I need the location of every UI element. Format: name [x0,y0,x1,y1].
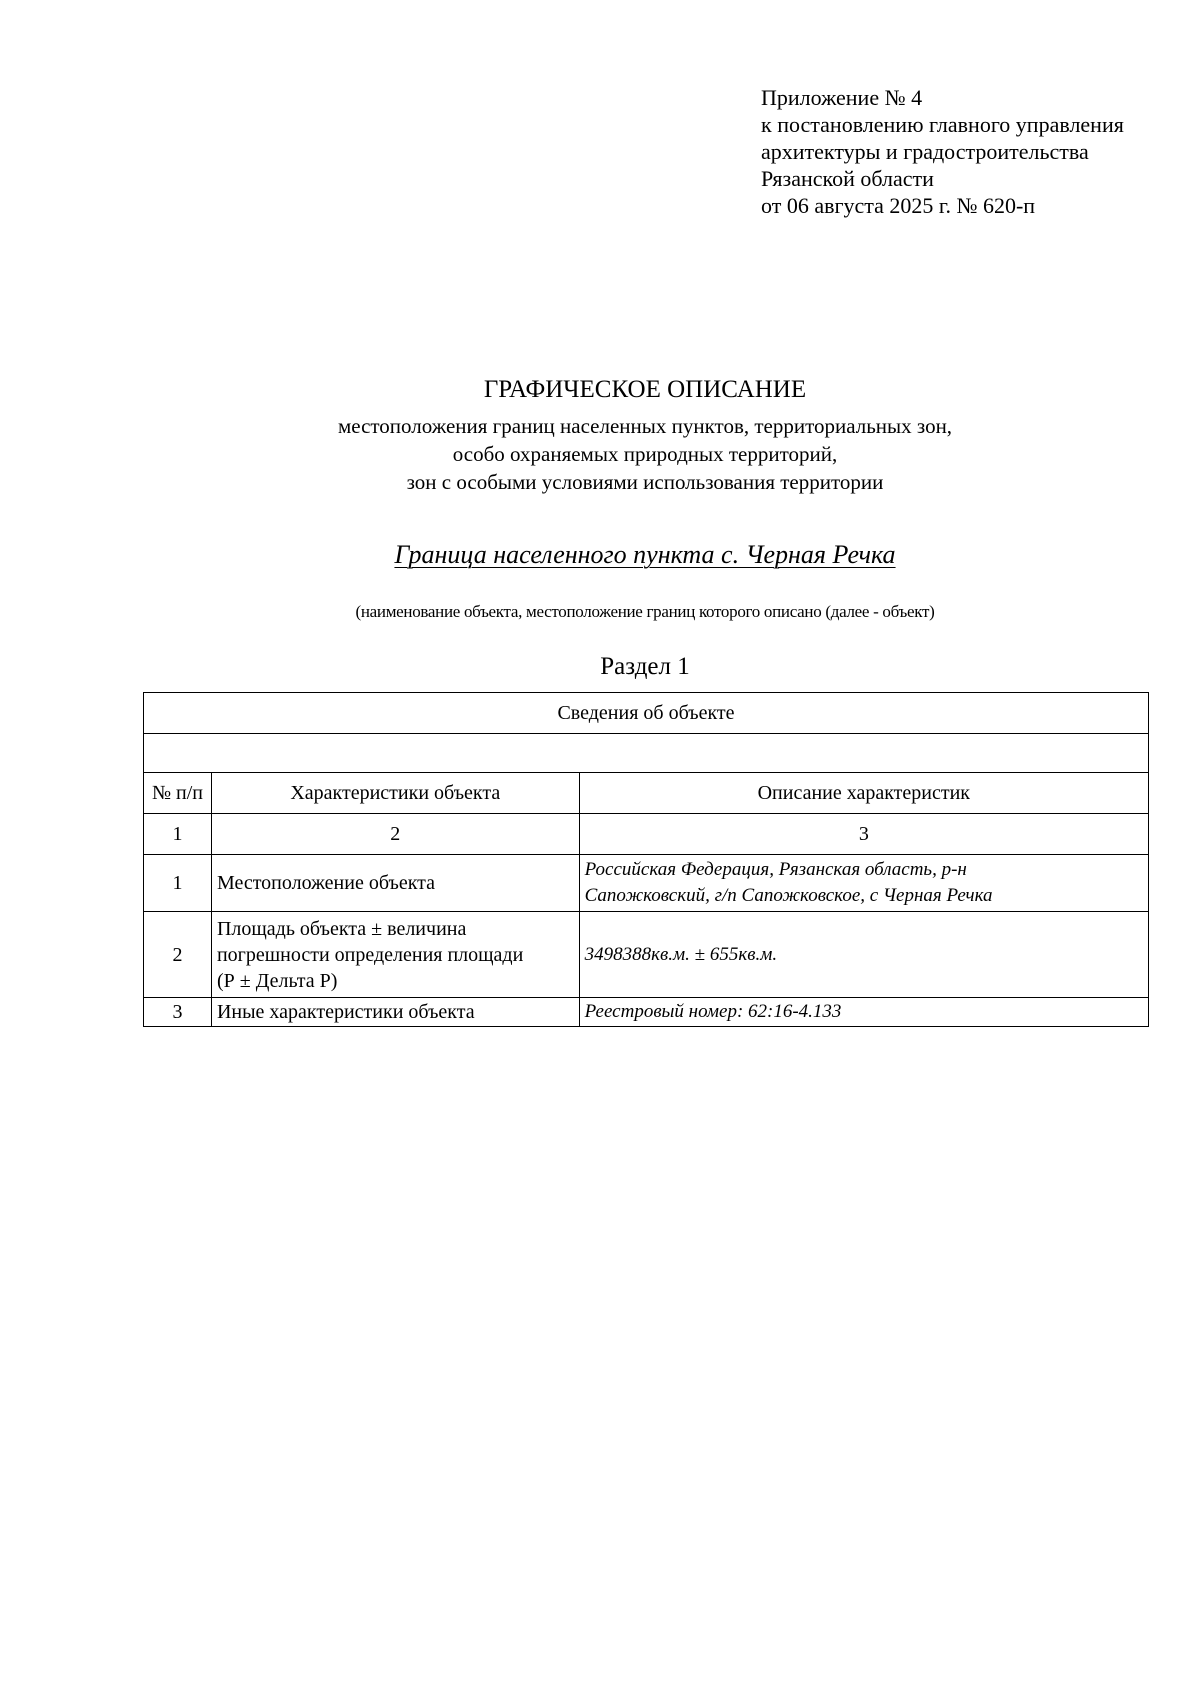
table-caption-row [144,693,1149,734]
document-subtitle [130,412,1160,496]
characteristic-line: погрешности определения площади [216,943,524,966]
section-title: Раздел 1 [600,653,690,680]
column-index: 2 [211,814,579,855]
row-number: 2 [144,912,212,998]
object-note: (наименование объекта, местоположение границ которого описано (далее - объект) [355,602,935,621]
column-header: Характеристики объекта [211,773,579,814]
appendix-line: от 06 августа 2025 г. № 620-п [761,193,1036,218]
row-number: 1 [144,855,212,912]
characteristic-cell: Местоположение объекта [211,855,579,912]
table-row [144,855,1149,912]
subtitle-line: зон с особыми условиями использования территории [406,470,884,494]
description-line: Российская Федерация, Рязанская область, р-н [584,859,967,880]
characteristic-line: (Р ± Дельта Р) [216,969,338,992]
description-cell: Реестровый номер: 62:16-4.133 [579,998,1148,1027]
row-number: 3 [144,998,212,1027]
appendix-block [761,84,1124,219]
object-info-table [143,692,1149,1027]
table-row [144,998,1149,1027]
subtitle-line: особо охраняемых природных территорий, [452,442,838,466]
table-header-row [144,773,1149,814]
column-index: 3 [579,814,1148,855]
column-header: Описание характеристик [579,773,1148,814]
appendix-line: к постановлению главного управления [761,112,1124,137]
object-name [130,539,1160,571]
table-blank-row [144,734,1149,773]
characteristic-cell [211,912,579,998]
description-cell: 3498388кв.м. ± 655кв.м. [579,912,1148,998]
appendix-line: архитектуры и градостроительства [761,139,1089,164]
characteristic-line: Площадь объекта ± величина [216,917,467,940]
subtitle-line: местоположения границ населенных пунктов, территориальных зон, [337,414,953,438]
characteristic-cell: Иные характеристики объекта [211,998,579,1027]
description-cell [579,855,1148,912]
appendix-line: Рязанской области [761,166,934,191]
document-title: ГРАФИЧЕСКОЕ ОПИСАНИЕ [483,376,807,403]
appendix-line: Приложение № 4 [761,85,923,110]
column-header: № п/п [144,773,212,814]
table-row [144,912,1149,998]
blank-cell [144,734,1149,773]
description-line: Сапожковский, г/п Сапожковское, с Черная Речка [584,885,993,906]
table-index-row [144,814,1149,855]
table-caption: Сведения об объекте [144,693,1149,734]
object-name-text: Граница населенного пункта с. Черная Речка [394,540,896,569]
column-index: 1 [144,814,212,855]
